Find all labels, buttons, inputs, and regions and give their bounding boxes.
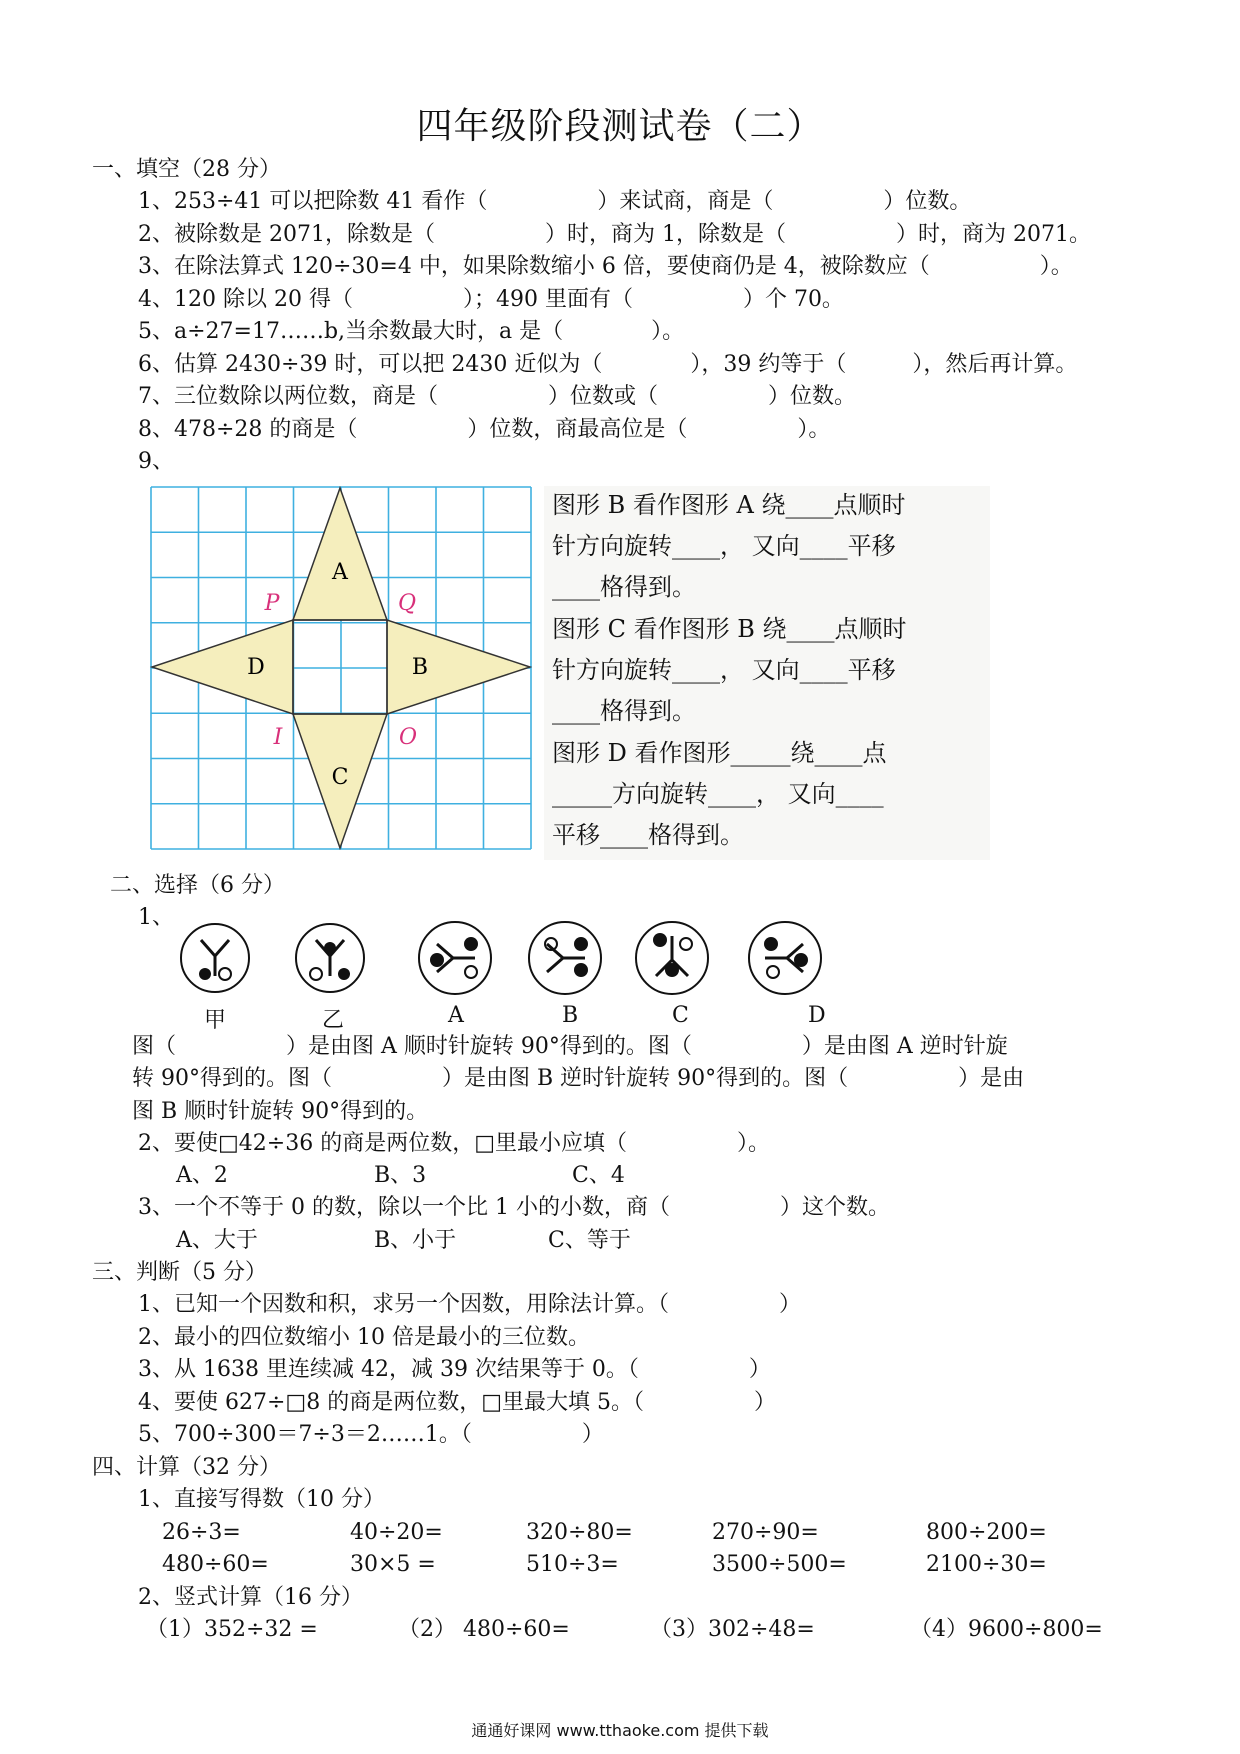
page-footer: 通通好课网 www.tthaoke.com 提供下载 [471, 1721, 769, 1740]
circle-jia [181, 924, 249, 992]
calc-r1-c1: 26÷3= [162, 1520, 241, 1545]
s2-q1-text-line-3: 图 B 顺时针旋转 90°得到的。 [132, 1099, 429, 1124]
circle-b [529, 922, 601, 994]
s1-question-5: 5、a÷27=17……b,当余数最大时，a 是（ ）。 [138, 319, 685, 344]
shape-d [152, 620, 293, 714]
s2-q2-option-b: B、3 [374, 1163, 427, 1188]
calc-r2-c3: 510÷3= [526, 1552, 619, 1577]
fig-text-line-8: _____方向旋转____， 又向____ [552, 780, 884, 808]
fig-text-line-6: ____格得到。 [552, 697, 696, 725]
s1-question-2: 2、被除数是 2071，除数是（ ）时，商为 1，除数是（ ）时，商为 2071。 [138, 222, 1091, 247]
circle-c [636, 922, 708, 994]
vertical-calc-4: （4）9600÷800= [910, 1617, 1103, 1642]
s3-item-4: 4、要使 627÷□8 的商是两位数，□里最大填 5。（ ） [138, 1390, 776, 1415]
section-2-heading: 二、选择（6 分） [110, 873, 285, 898]
label-a: A [332, 560, 348, 585]
label-p: P [264, 591, 280, 616]
s1-question-4: 4、120 除以 20 得（ ）；490 里面有（ ）个 70。 [138, 287, 844, 312]
calc-r1-c2: 40÷20= [350, 1520, 443, 1545]
s2-question-2: 2、要使□42÷36 的商是两位数，□里最小应填（ ）。 [138, 1131, 770, 1156]
s1-question-9: 9、 [138, 449, 174, 474]
s2-q1-text-line-2: 转 90°得到的。图（ ）是由图 B 逆时针旋转 90°得到的。图（ ）是由 [132, 1066, 1025, 1091]
circle-yi [296, 924, 364, 992]
s1-question-3: 3、在除法算式 120÷30=4 中，如果除数缩小 6 倍，要使商仍是 4，被除数应（ ）。 [138, 254, 1073, 279]
vertical-calc-2: （2） 480÷60= [398, 1617, 570, 1642]
circle-label-c: C [672, 1003, 689, 1028]
calc-r1-c5: 800÷200= [926, 1520, 1047, 1545]
fig-text-line-9: 平移____格得到。 [552, 821, 744, 849]
s1-question-1: 1、253÷41 可以把除数 41 看作（ ）来试商，商是（ ）位数。 [138, 189, 972, 214]
calc-r2-c1: 480÷60= [162, 1552, 269, 1577]
calc-r2-c2: 30×5 = [350, 1552, 436, 1577]
label-o: O [398, 725, 418, 750]
s2-question-1: 1、 [138, 905, 174, 930]
circle-a [419, 922, 491, 994]
circle-label-b: B [562, 1003, 579, 1028]
shape-a [293, 488, 387, 620]
section-4-heading: 四、计算（32 分） [92, 1455, 281, 1480]
label-b: B [411, 655, 429, 680]
label-i: I [273, 725, 283, 750]
rotation-grid-figure [150, 486, 532, 850]
s1-question-8: 8、478÷28 的商是（ ）位数，商最高位是（ ）。 [138, 417, 831, 442]
s3-item-1: 1、已知一个因数和积，求另一个因数，用除法计算。（ ） [138, 1292, 801, 1317]
circle-d [749, 922, 821, 994]
circle-label-d: D [808, 1003, 826, 1028]
fig-text-line-4: 图形 C 看作图形 B 绕____点顺时 [552, 615, 907, 643]
s4-sub-1: 1、直接写得数（10 分） [138, 1487, 385, 1512]
circle-label-yi: 乙 [322, 1008, 345, 1033]
circle-label-jia: 甲 [204, 1008, 227, 1033]
calc-r2-c4: 3500÷500= [712, 1552, 847, 1577]
s3-item-5: 5、700÷300＝7÷3＝2……1。（ ） [138, 1422, 604, 1447]
s2-q3-option-c: C、等于 [548, 1228, 631, 1253]
fig-text-line-1: 图形 B 看作图形 A 绕____点顺时 [552, 491, 906, 519]
circle-label-a: A [448, 1003, 464, 1028]
calc-r1-c3: 320÷80= [526, 1520, 633, 1545]
label-q: Q [397, 591, 417, 616]
fig-text-line-2: 针方向旋转____， 又向____平移 [552, 532, 896, 560]
fig-text-line-7: 图形 D 看作图形_____绕____点 [552, 739, 887, 767]
fig-text-line-3: ____格得到。 [552, 573, 696, 601]
calc-r1-c4: 270÷90= [712, 1520, 819, 1545]
rotation-circles [170, 918, 850, 1004]
vertical-calc-1: （1）352÷32 = [146, 1617, 318, 1642]
s2-question-3: 3、一个不等于 0 的数，除以一个比 1 小的小数，商（ ）这个数。 [138, 1195, 890, 1220]
center-square [293, 620, 387, 714]
s2-q3-option-a: A、大于 [176, 1228, 258, 1253]
calc-r2-c5: 2100÷30= [926, 1552, 1047, 1577]
s2-q1-text-line-1: 图（ ）是由图 A 顺时针旋转 90°得到的。图（ ）是由图 A 逆时针旋 [132, 1034, 1008, 1059]
s2-q2-option-c: C、4 [572, 1163, 625, 1188]
section-1-heading: 一、填空（28 分） [92, 157, 281, 182]
s2-q3-option-b: B、小于 [374, 1228, 457, 1253]
label-c: C [331, 765, 349, 790]
label-d: D [247, 655, 265, 680]
s2-q2-option-a: A、2 [176, 1163, 228, 1188]
shape-b [387, 620, 530, 714]
s3-item-2: 2、最小的四位数缩小 10 倍是最小的三位数。 [138, 1325, 590, 1350]
s3-item-3: 3、从 1638 里连续减 42，减 39 次结果等于 0。（ ） [138, 1357, 771, 1382]
fig-text-line-5: 针方向旋转____， 又向____平移 [552, 656, 896, 684]
s4-sub-2: 2、竖式计算（16 分） [138, 1585, 363, 1610]
page-title: 四年级阶段测试卷（二） [416, 106, 824, 147]
s1-question-7: 7、三位数除以两位数，商是（ ）位数或（ ）位数。 [138, 384, 856, 409]
vertical-calc-3: （3）302÷48= [650, 1617, 815, 1642]
section-3-heading: 三、判断（5 分） [92, 1260, 267, 1285]
s1-question-6: 6、估算 2430÷39 时，可以把 2430 近似为（ ），39 约等于（ ），然后再计算。 [138, 352, 1078, 377]
